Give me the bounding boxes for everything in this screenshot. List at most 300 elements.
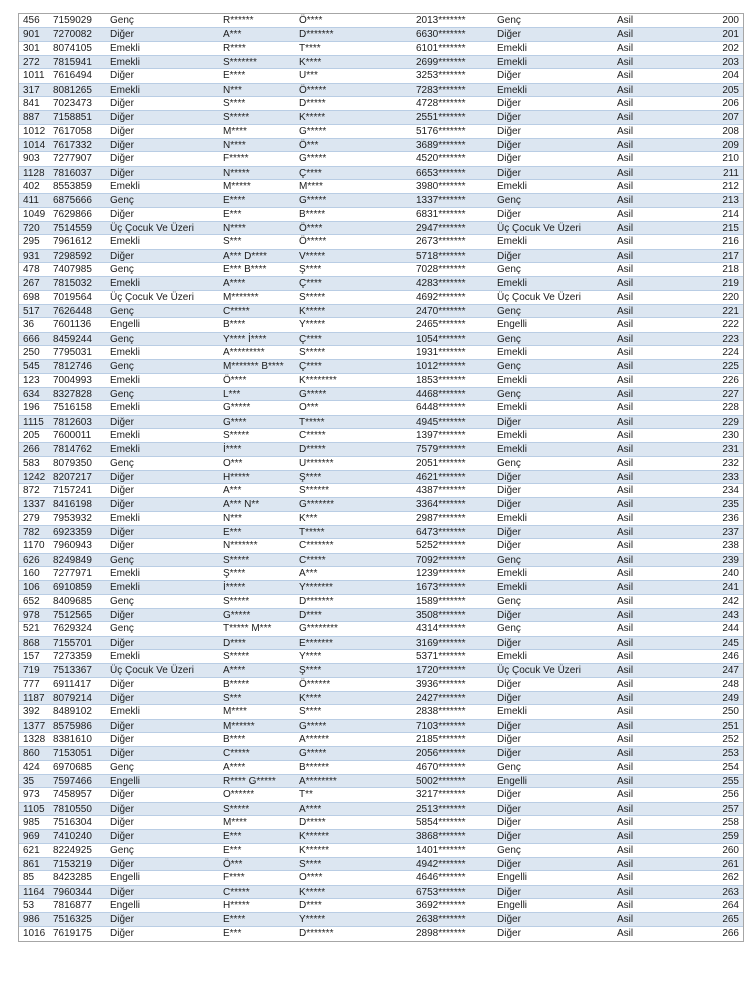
table-row: [19, 553, 743, 567]
soyad-masked: O****: [299, 872, 323, 884]
kategori-2: Diğer: [497, 678, 521, 690]
kura-sira-no: 207: [722, 112, 739, 124]
kimlik-no-masked: 2551*******: [416, 112, 466, 124]
kimlik-no-masked: 1931*******: [416, 346, 466, 358]
ad-masked: S*****: [223, 554, 250, 566]
kategori: Emekli: [110, 180, 141, 192]
kura-sira-no: 252: [722, 734, 739, 746]
soyad-masked: Ö******: [299, 678, 331, 690]
kategori-2: Diğer: [497, 527, 521, 539]
kimlik-no-masked: 6831*******: [416, 208, 466, 220]
kura-sira-no: 243: [722, 610, 739, 622]
sira-no: 424: [23, 761, 40, 773]
soyad-masked: K****: [299, 56, 322, 68]
kategori: Üç Çocuk Ve Üzeri: [110, 222, 194, 234]
kura-sira-no: 219: [722, 278, 739, 290]
kategori-2: Engelli: [497, 872, 528, 884]
table-row: [19, 650, 743, 664]
kategori-2: Emekli: [497, 374, 528, 386]
asil-yedek: Asil: [617, 180, 634, 192]
basvuru-no: 7960344: [53, 886, 92, 898]
table-row: [19, 14, 743, 28]
asil-yedek: Asil: [617, 512, 634, 524]
kimlik-no-masked: 4945*******: [416, 416, 466, 428]
asil-yedek: Asil: [617, 540, 634, 552]
kura-sira-no: 239: [722, 554, 739, 566]
kategori-2: Diğer: [497, 886, 521, 898]
ad-masked: R******: [223, 15, 254, 26]
kategori: Emekli: [110, 278, 141, 290]
kimlik-no-masked: 2898*******: [416, 927, 466, 939]
sira-no: 295: [23, 236, 40, 248]
soyad-masked: K****: [299, 693, 322, 705]
ad-masked: G*****: [223, 402, 251, 414]
table-row: [19, 235, 743, 249]
kategori: Genç: [110, 595, 134, 607]
kategori-2: Diğer: [497, 693, 521, 705]
basvuru-no: 7816037: [53, 167, 92, 179]
kategori: Emekli: [110, 56, 141, 68]
asil-yedek: Asil: [617, 734, 634, 746]
kategori-2: Diğer: [497, 167, 521, 179]
ad-masked: S*****: [223, 803, 250, 815]
kimlik-no-masked: 2185*******: [416, 734, 466, 746]
asil-yedek: Asil: [617, 139, 634, 151]
basvuru-no: 8409685: [53, 595, 92, 607]
kura-sira-no: 248: [722, 678, 739, 690]
table-row: [19, 899, 743, 913]
kimlik-no-masked: 5002*******: [416, 776, 466, 788]
table-row: [19, 802, 743, 816]
kategori-2: Emekli: [497, 429, 528, 441]
sira-no: 887: [23, 112, 40, 124]
basvuru-no: 7597466: [53, 776, 92, 788]
soyad-masked: D*****: [299, 97, 326, 109]
sira-no: 85: [23, 872, 35, 884]
kura-sira-no: 235: [722, 499, 739, 511]
ad-masked: M****: [223, 125, 247, 137]
kura-sira-no: 225: [722, 361, 739, 373]
kura-sira-no: 236: [722, 512, 739, 524]
ad-masked: R****: [223, 42, 246, 54]
ad-masked: S*****: [223, 112, 250, 124]
kimlik-no-masked: 2947*******: [416, 222, 466, 234]
kategori-2: Diğer: [497, 499, 521, 511]
kategori: Emekli: [110, 402, 141, 414]
sira-no: 860: [23, 748, 40, 760]
basvuru-no: 7153051: [53, 748, 92, 760]
sira-no: 272: [23, 56, 40, 68]
kategori-2: Genç: [497, 263, 521, 275]
kura-sira-no: 233: [722, 471, 739, 483]
asil-yedek: Asil: [617, 346, 634, 358]
sira-no: 1011: [23, 70, 45, 82]
sira-no: 317: [23, 84, 40, 96]
kategori-2: Genç: [497, 457, 521, 469]
ad-masked: E***: [223, 208, 242, 220]
kimlik-no-masked: 4283*******: [416, 278, 466, 290]
kimlik-no-masked: 3253*******: [416, 70, 466, 82]
basvuru-no: 7516158: [53, 402, 92, 414]
basvuru-no: 7795031: [53, 346, 92, 358]
kura-sira-no: 244: [722, 623, 739, 635]
kategori: Diğer: [110, 803, 134, 815]
table-row: [19, 346, 743, 360]
kategori-2: Emekli: [497, 42, 528, 54]
kura-sira-no: 256: [722, 789, 739, 801]
kategori-2: Diğer: [497, 831, 521, 843]
kura-sira-no: 212: [722, 180, 739, 192]
asil-yedek: Asil: [617, 706, 634, 718]
kura-sira-no: 249: [722, 693, 739, 705]
basvuru-no: 7023473: [53, 97, 92, 109]
kimlik-no-masked: 2051*******: [416, 457, 466, 469]
kimlik-no-masked: 2673*******: [416, 236, 466, 248]
basvuru-no: 8081265: [53, 84, 92, 96]
basvuru-no: 8381610: [53, 734, 92, 746]
ad-masked: N*****: [223, 167, 250, 179]
kimlik-no-masked: 2638*******: [416, 914, 466, 926]
kura-sira-no: 205: [722, 84, 739, 96]
kategori-2: Diğer: [497, 859, 521, 871]
asil-yedek: Asil: [617, 374, 634, 386]
table-row: [19, 208, 743, 222]
table-row: [19, 497, 743, 511]
table-row: [19, 746, 743, 760]
table-row: [19, 55, 743, 69]
kategori-2: Diğer: [497, 540, 521, 552]
kura-sira-no: 211: [723, 167, 739, 179]
sira-no: 698: [23, 291, 40, 303]
basvuru-no: 8249849: [53, 554, 92, 566]
kura-sira-no: 201: [722, 29, 739, 41]
ad-masked: Y**** İ****: [223, 333, 267, 345]
basvuru-no: 7273359: [53, 651, 92, 663]
table-row: [19, 829, 743, 843]
soyad-masked: O***: [299, 402, 319, 414]
kategori: Emekli: [110, 568, 141, 580]
ad-masked: A*********: [223, 346, 265, 358]
kimlik-no-masked: 7028*******: [416, 263, 466, 275]
soyad-masked: K***: [299, 512, 318, 524]
basvuru-no: 7410240: [53, 831, 92, 843]
asil-yedek: Asil: [617, 416, 634, 428]
kimlik-no-masked: 5854*******: [416, 817, 466, 829]
asil-yedek: Asil: [617, 693, 634, 705]
asil-yedek: Asil: [617, 291, 634, 303]
asil-yedek: Asil: [617, 153, 634, 165]
kategori-2: Emekli: [497, 651, 528, 663]
asil-yedek: Asil: [617, 112, 634, 124]
soyad-masked: C*****: [299, 554, 326, 566]
sira-no: 53: [23, 900, 35, 911]
ad-masked: A****: [223, 278, 246, 290]
ad-masked: E****: [223, 195, 246, 207]
soyad-masked: D*******: [299, 29, 334, 41]
kimlik-no-masked: 1239*******: [416, 568, 466, 580]
basvuru-no: 7512565: [53, 610, 92, 622]
kimlik-no-masked: 3868*******: [416, 831, 466, 843]
kategori: Diğer: [110, 637, 134, 649]
kura-sira-no: 224: [722, 346, 739, 358]
sira-no: 1115: [23, 416, 44, 428]
asil-yedek: Asil: [617, 84, 634, 96]
table-row: [19, 733, 743, 747]
soyad-masked: T****: [299, 42, 321, 54]
soyad-masked: T**: [299, 789, 313, 801]
basvuru-no: 7155701: [53, 637, 92, 649]
soyad-masked: Ş****: [299, 263, 322, 275]
asil-yedek: Asil: [617, 195, 634, 207]
kura-sira-no: 245: [722, 637, 739, 649]
table-row: [19, 512, 743, 526]
soyad-masked: A********: [299, 776, 337, 788]
kategori: Diğer: [110, 927, 134, 939]
kura-sira-no: 238: [722, 540, 739, 552]
kategori: Üç Çocuk Ve Üzeri: [110, 665, 194, 677]
table-row: [19, 663, 743, 677]
kura-sira-no: 240: [722, 568, 739, 580]
basvuru-no: 7616494: [53, 70, 92, 82]
table-row: [19, 608, 743, 622]
table-row: [19, 912, 743, 926]
basvuru-no: 8575986: [53, 720, 92, 732]
ad-masked: Ş****: [223, 568, 246, 580]
sira-no: 841: [23, 97, 40, 109]
kategori-2: Genç: [497, 361, 521, 373]
sira-no: 123: [23, 374, 40, 386]
kategori-2: Diğer: [497, 250, 521, 262]
table-row: [19, 622, 743, 636]
table-row: [19, 595, 743, 609]
kimlik-no-masked: 7283*******: [416, 84, 466, 96]
kimlik-no-masked: 4520*******: [416, 153, 466, 165]
kategori-2: Emekli: [497, 180, 528, 192]
ad-masked: C*****: [223, 305, 250, 317]
kategori: Emekli: [110, 374, 141, 386]
ad-masked: S***: [223, 236, 242, 248]
sira-no: 301: [23, 42, 40, 54]
table-row: [19, 193, 743, 207]
kimlik-no-masked: 3692*******: [416, 900, 466, 911]
table-row: [19, 27, 743, 41]
ad-masked: S***: [223, 693, 242, 705]
kura-sira-no: 261: [722, 859, 739, 871]
soyad-masked: K*****: [299, 886, 326, 898]
asil-yedek: Asil: [617, 485, 634, 497]
asil-yedek: Asil: [617, 582, 634, 594]
table-row: [19, 484, 743, 498]
kura-sira-no: 242: [722, 595, 739, 607]
kimlik-no-masked: 5176*******: [416, 125, 466, 137]
asil-yedek: Asil: [617, 250, 634, 262]
soyad-masked: Y*******: [299, 582, 333, 594]
kategori: Diğer: [110, 540, 134, 552]
asil-yedek: Asil: [617, 56, 634, 68]
asil-yedek: Asil: [617, 402, 634, 414]
kategori: Emekli: [110, 42, 141, 54]
asil-yedek: Asil: [617, 319, 634, 331]
soyad-masked: G********: [299, 623, 338, 635]
soyad-masked: K******: [299, 844, 330, 856]
kimlik-no-masked: 6473*******: [416, 527, 466, 539]
asil-yedek: Asil: [617, 97, 634, 109]
kura-sira-no: 229: [722, 416, 739, 428]
soyad-masked: S****: [299, 859, 322, 871]
kimlik-no-masked: 5718*******: [416, 250, 466, 262]
soyad-masked: Y*****: [299, 914, 326, 926]
basvuru-no: 6970685: [53, 761, 92, 773]
sira-no: 986: [23, 914, 40, 926]
kategori-2: Diğer: [497, 720, 521, 732]
sira-no: 634: [23, 388, 40, 400]
kura-sira-no: 234: [722, 485, 739, 497]
asil-yedek: Asil: [617, 651, 634, 663]
kimlik-no-masked: 4728*******: [416, 97, 466, 109]
table-row: [19, 138, 743, 152]
kura-sira-no: 220: [722, 291, 739, 303]
results-table: [18, 13, 744, 942]
kura-sira-no: 222: [722, 319, 739, 331]
asil-yedek: Asil: [617, 457, 634, 469]
basvuru-no: 7270082: [53, 29, 92, 41]
kategori: Engelli: [110, 776, 141, 788]
asil-yedek: Asil: [617, 554, 634, 566]
kura-sira-no: 230: [722, 429, 739, 441]
kategori-2: Üç Çocuk Ve Üzeri: [497, 222, 581, 234]
table-row: [19, 332, 743, 346]
sira-no: 392: [23, 706, 40, 718]
ad-masked: S*******: [223, 56, 257, 68]
basvuru-no: 6911417: [53, 678, 92, 690]
kura-sira-no: 241: [722, 582, 739, 594]
soyad-masked: G*****: [299, 720, 327, 732]
kimlik-no-masked: 1589*******: [416, 595, 466, 607]
sira-no: 160: [23, 568, 40, 580]
soyad-masked: G*****: [299, 748, 327, 760]
soyad-masked: D*****: [299, 444, 326, 456]
ad-masked: Ö****: [223, 374, 247, 386]
kimlik-no-masked: 3217*******: [416, 789, 466, 801]
table-row: [19, 110, 743, 124]
kategori-2: Emekli: [497, 582, 528, 594]
kategori: Diğer: [110, 139, 134, 151]
ad-masked: M****: [223, 817, 247, 829]
kategori-2: Diğer: [497, 637, 521, 649]
table-row: [19, 442, 743, 456]
basvuru-no: 8079350: [53, 457, 92, 469]
sira-no: 626: [23, 554, 40, 566]
basvuru-no: 7004993: [53, 374, 92, 386]
table-row: [19, 42, 743, 56]
table-row: [19, 415, 743, 429]
ad-masked: A***: [223, 29, 242, 41]
ad-masked: B****: [223, 319, 246, 331]
asil-yedek: Asil: [617, 527, 634, 539]
ad-masked: A*** D****: [223, 250, 267, 262]
basvuru-no: 8489102: [53, 706, 92, 718]
ad-masked: N*******: [223, 540, 258, 552]
soyad-masked: Ö***: [299, 139, 319, 151]
kategori: Emekli: [110, 582, 141, 594]
kategori: Genç: [110, 305, 134, 317]
table-row: [19, 761, 743, 775]
sira-no: 720: [23, 222, 40, 234]
ad-masked: H*****: [223, 471, 250, 483]
kura-sira-no: 226: [722, 374, 739, 386]
basvuru-no: 7159029: [53, 15, 92, 26]
ad-masked: S*****: [223, 651, 250, 663]
soyad-masked: A***: [299, 568, 318, 580]
asil-yedek: Asil: [617, 429, 634, 441]
sira-no: 545: [23, 361, 40, 373]
kura-sira-no: 203: [722, 56, 739, 68]
ad-masked: H*****: [223, 900, 250, 911]
basvuru-no: 8207217: [53, 471, 92, 483]
soyad-masked: K********: [299, 374, 337, 386]
soyad-masked: S*****: [299, 291, 326, 303]
soyad-masked: Ç****: [299, 278, 322, 290]
sira-no: 402: [23, 180, 40, 192]
soyad-masked: T*****: [299, 527, 325, 539]
ad-masked: Ö***: [223, 859, 243, 871]
kura-sira-no: 218: [722, 263, 739, 275]
kimlik-no-masked: 3508*******: [416, 610, 466, 622]
soyad-masked: C*******: [299, 540, 334, 552]
soyad-masked: M****: [299, 180, 323, 192]
kura-sira-no: 259: [722, 831, 739, 843]
asil-yedek: Asil: [617, 278, 634, 290]
soyad-masked: Ö*****: [299, 236, 327, 248]
table-row: [19, 249, 743, 263]
kimlik-no-masked: 6630*******: [416, 29, 466, 41]
sira-no: 456: [23, 15, 40, 26]
table-row: [19, 263, 743, 277]
kategori-2: Genç: [497, 305, 521, 317]
table-row: [19, 470, 743, 484]
asil-yedek: Asil: [617, 720, 634, 732]
ad-masked: R**** G*****: [223, 776, 276, 788]
basvuru-no: 8327828: [53, 388, 92, 400]
asil-yedek: Asil: [617, 208, 634, 220]
basvuru-no: 7814762: [53, 444, 92, 456]
soyad-masked: U*******: [299, 457, 334, 469]
soyad-masked: D****: [299, 900, 322, 911]
kimlik-no-masked: 4692*******: [416, 291, 466, 303]
kimlik-no-masked: 3364*******: [416, 499, 466, 511]
table-row: [19, 152, 743, 166]
basvuru-no: 7458957: [53, 789, 92, 801]
basvuru-no: 8416198: [53, 499, 92, 511]
table-row: [19, 871, 743, 885]
basvuru-no: 7298592: [53, 250, 92, 262]
ad-masked: M****: [223, 706, 247, 718]
basvuru-no: 8074105: [53, 42, 92, 54]
kategori: Diğer: [110, 831, 134, 843]
kategori-2: Diğer: [497, 29, 521, 41]
sira-no: 901: [23, 29, 40, 41]
kura-sira-no: 247: [722, 665, 739, 677]
sira-no: 719: [23, 665, 40, 677]
basvuru-no: 7961612: [53, 236, 92, 248]
kimlik-no-masked: 2513*******: [416, 803, 466, 815]
table-row: [19, 788, 743, 802]
kategori-2: Emekli: [497, 56, 528, 68]
asil-yedek: Asil: [617, 803, 634, 815]
basvuru-no: 8459244: [53, 333, 92, 345]
soyad-masked: Ş****: [299, 665, 322, 677]
soyad-masked: Ç****: [299, 361, 322, 373]
